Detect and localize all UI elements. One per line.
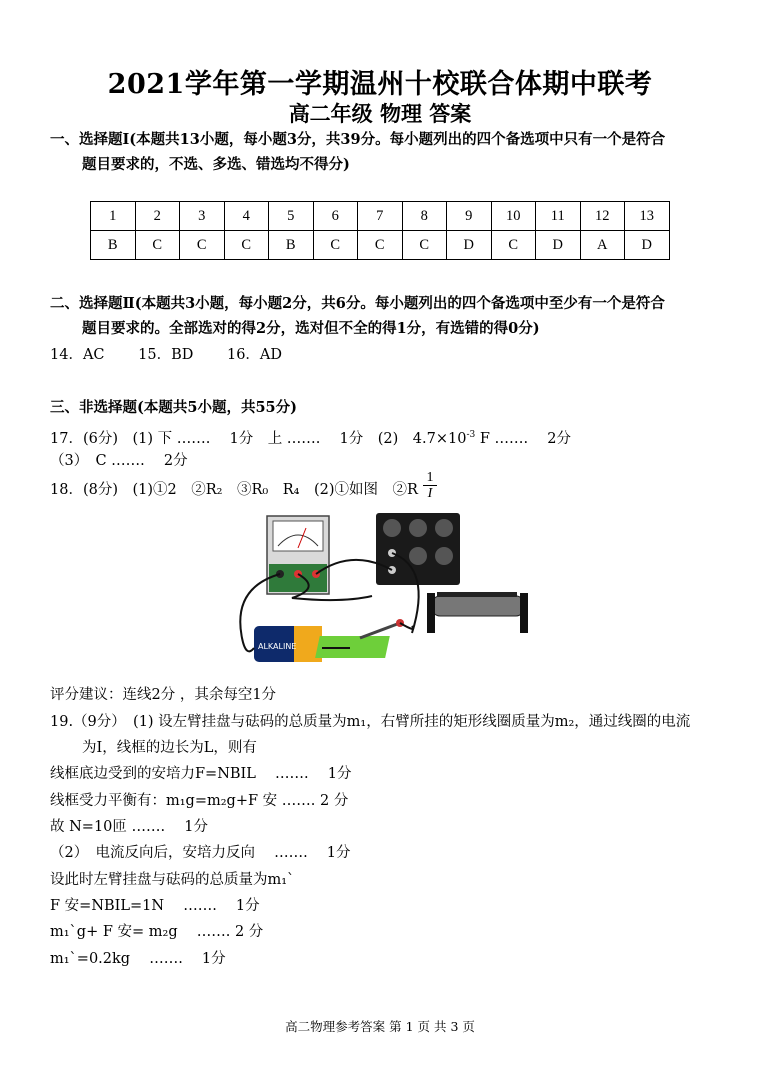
page-subtitle: 高二年级 物理 答案 [288, 101, 472, 126]
answer-cell: B [269, 231, 314, 260]
question-number-cell: 3 [180, 202, 225, 231]
answer-cell: C [402, 231, 447, 260]
question-number-cell: 7 [358, 202, 403, 231]
question-number-cell: 5 [269, 202, 314, 231]
q19-line1: 19.（9分） (1) 设左臂挂盘与砝码的总质量为m₁，右臂所挂的矩形线圈质量为m₂，通过线圈的电流 [50, 714, 691, 730]
answer-row [91, 231, 670, 260]
scoring-note: 评分建议：连线2分 ，其余每空1分 [50, 687, 277, 703]
question-number-cell: 12 [580, 202, 625, 231]
q17-line2: （3） C ……. 2分 [50, 453, 188, 469]
page-footer: 高二物理参考答案 第 1 页 共 3 页 [285, 1019, 475, 1034]
section1-heading-line2: 题目要求的，不选、多选、错选均不得分) [82, 156, 350, 173]
question-number-cell: 1 [91, 202, 136, 231]
q19-line8: F 安=NBIL=1N ……. 1分 [50, 898, 260, 914]
q19-line3: 线框底边受到的安培力F=NBIL ……. 1分 [50, 766, 352, 782]
q19-line7: 设此时左臂挂盘与砝码的总质量为m₁` [50, 872, 295, 888]
q17-exponent: -3 [466, 430, 476, 440]
fraction-numerator: 1 [423, 470, 437, 486]
answer-cell: D [447, 231, 492, 260]
battery-icon [254, 626, 322, 662]
question-number-cell: 2 [135, 202, 180, 231]
section1-heading-line1: 一、选择题Ⅰ(本题共13小题，每小题3分，共39分。每小题列出的四个备选项中只有一个是符合 [50, 131, 666, 148]
answer-cell: D [625, 231, 670, 260]
battery-label: ALKALINE [258, 642, 297, 651]
section2-answers: 14．AC 15．BD 16．AD [50, 347, 283, 363]
question-number-row [91, 202, 670, 231]
question-number-cell: 4 [224, 202, 269, 231]
question-number-cell: 9 [447, 202, 492, 231]
q18-line: 18．(8分) (1)①2 ②R₂ ③R₀ R₄ (2)①如图 ②R [50, 482, 418, 498]
section3-heading: 三、非选择题(本题共5小题，共55分) [50, 399, 297, 416]
answer-cell: C [224, 231, 269, 260]
answer-table [90, 201, 670, 260]
q19-line10: m₁`=0.2kg ……. 1分 [50, 951, 226, 967]
q17-line1 [50, 425, 571, 449]
question-number-cell: 6 [313, 202, 358, 231]
q19-line6: （2） 电流反向后，安培力反向 ……. 1分 [50, 845, 351, 861]
page-title: 2021学年第一学期温州十校联合体期中联考 [107, 69, 653, 100]
switch-icon [315, 619, 404, 658]
answer-cell: C [135, 231, 180, 260]
ammeter-icon [267, 516, 329, 594]
section2-heading-line2: 题目要求的。全部选对的得2分，选对但不全的得1分，有选错的得0分) [82, 320, 540, 337]
q19-line4: 线框受力平衡有：m₁g=m₂g+F 安 ……. 2 分 [50, 793, 349, 809]
q19-line5: 故 N=10匝 ……. 1分 [50, 819, 208, 835]
section2-heading-line1: 二、选择题Ⅱ(本题共3小题，每小题2分，共6分。每小题列出的四个备选项中至少有一个是符合 [50, 295, 665, 312]
answer-cell: A [580, 231, 625, 260]
circuit-diagram-image [232, 508, 532, 678]
answer-cell: C [491, 231, 536, 260]
q17-part-b: F ……. 2分 [475, 430, 571, 447]
question-number-cell: 10 [491, 202, 536, 231]
question-number-cell: 8 [402, 202, 447, 231]
q17-part-a: 17．(6分) (1) 下 ……. 1分 上 ……. 1分 (2) 4.7×10 [50, 430, 467, 447]
question-number-cell: 11 [536, 202, 581, 231]
q19-line9: m₁`g+ F 安= m₂g ……. 2 分 [50, 924, 264, 940]
q19-line2: 为I，线框的边长为L，则有 [82, 740, 257, 756]
question-number-cell: 13 [625, 202, 670, 231]
answer-cell: C [358, 231, 403, 260]
q18-fraction [423, 470, 437, 501]
resistance-box-icon [376, 513, 460, 585]
answer-cell: D [536, 231, 581, 260]
answer-cell: B [91, 231, 136, 260]
answer-cell: C [180, 231, 225, 260]
rheostat-icon [427, 592, 528, 633]
fraction-denominator: I [427, 486, 433, 501]
answer-cell: C [313, 231, 358, 260]
